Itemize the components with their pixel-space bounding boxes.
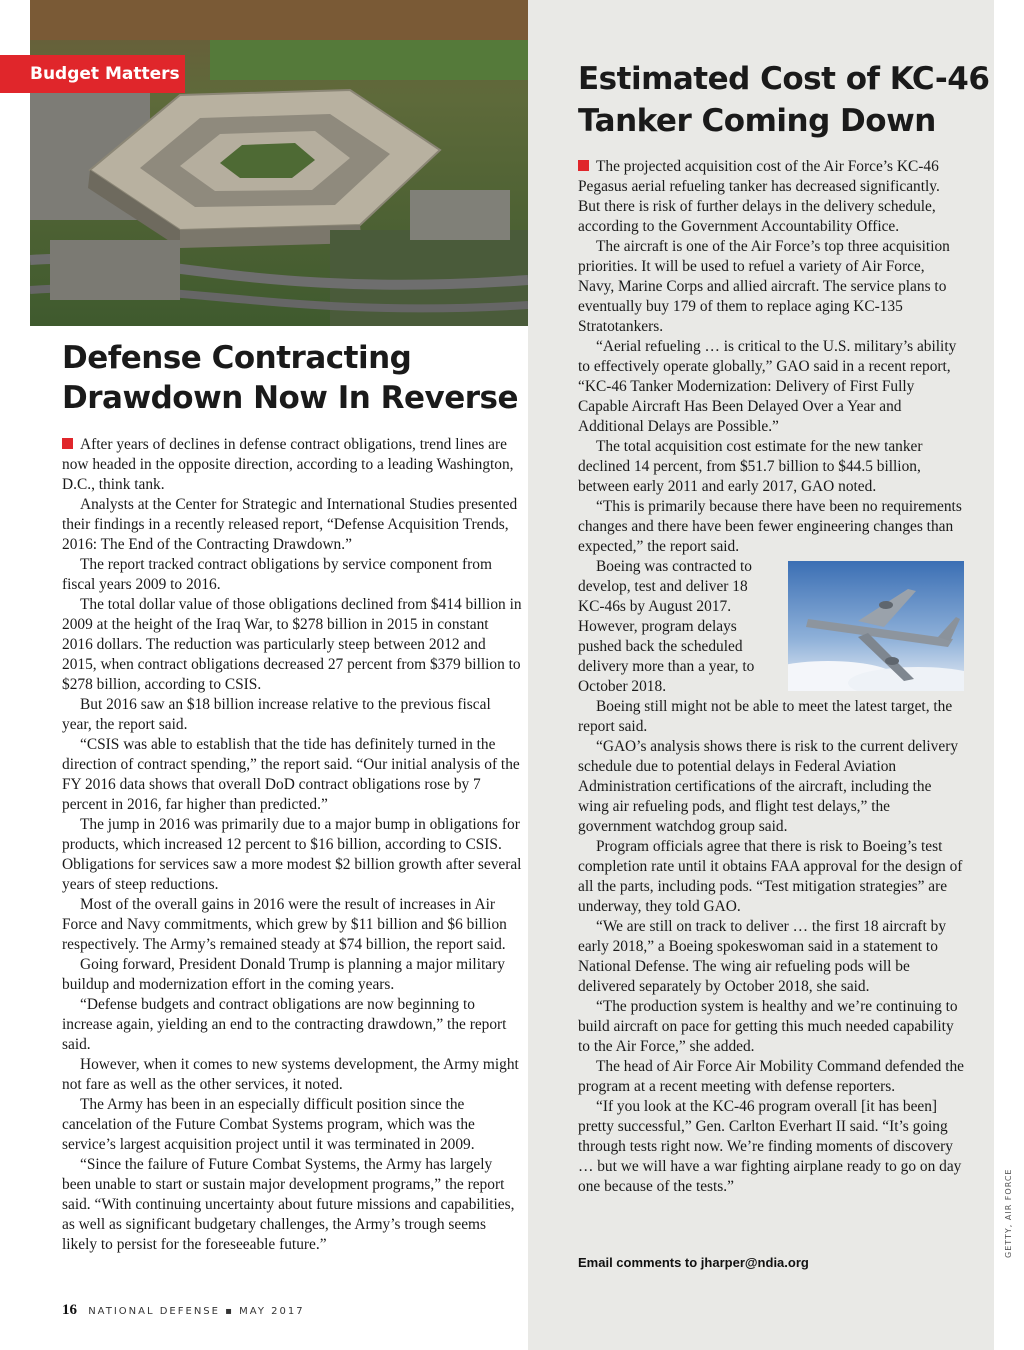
paragraph: “If you look at the KC-46 program overall [it has been] pretty successful,” Gen. Carlton Everhart II said. “It’s going through tests right now. We’re finding moments of discovery … but we will have a war fighting airplane ready to go on day one because of the tests.” [578, 1098, 962, 1195]
paragraph: Program officials agree that there is risk to Boeing’s test completion rate until it obtains FAA approval for the design of all the parts, including pods. “Test mitigation strategies” are underway, they told GAO. [578, 838, 963, 915]
left-headline: Defense Contracting Drawdown Now In Reverse [62, 340, 519, 416]
paragraph-text: After years of declines in defense contract obligations, trend lines are now headed in the opposite direction, according to a leading Washington, D.C., think tank. [62, 436, 514, 493]
paragraph: Most of the overall gains in 2016 were the result of increases in Air Force and Navy commitments, which grew by $11 billion and $6 billion respectively. The Army’s remained steady at $74 billion, the report said. [62, 896, 507, 953]
paragraph: “The production system is healthy and we’re continuing to build aircraft on pace for getting this much needed capability to the Air Force,” she added. [578, 998, 958, 1055]
paragraph: The total acquisition cost estimate for the new tanker declined 14 percent, from $51.7 billion to $44.5 billion, between early 2011 and early 2017, GAO noted. [578, 438, 923, 495]
page-footer [62, 1302, 305, 1319]
paragraph: “Since the failure of Future Combat Systems, the Army has largely been unable to start or sustain major development programs,” the report said. “With continuing uncertainty about future missions and capabilities, as well as significant budgetary challenges, the Army’s trough seems likely to persist for the foreseeable future.” [62, 1156, 515, 1253]
paragraph-text: The projected acquisition cost of the Air Force’s KC-46 Pegasus aerial refueling tanker has decreased significantly. But there is risk of further delays in the delivery schedule, according to the Government Accountability Office. [578, 158, 940, 235]
issue-date: MAY 2017 [239, 1306, 305, 1317]
paragraph: Boeing was contracted to develop, test and deliver 18 KC-46s by August 2017. However, program delays pushed back the scheduled delivery more than a year, to October 2018. [578, 558, 755, 695]
paragraph: The head of Air Force Air Mobility Command defended the program at a recent meeting with defense reporters. [578, 1058, 965, 1095]
right-article-body [578, 157, 964, 1197]
paragraph: However, when it comes to new systems development, the Army might not fare as well as the other services, it noted. [62, 1056, 519, 1093]
paragraph: Going forward, President Donald Trump is planning a major military buildup and modernization effort in the coming years. [62, 956, 505, 993]
right-headline: Estimated Cost of KC-46 Tanker Coming Down [578, 61, 990, 139]
paragraph: “CSIS was able to establish that the tide has definitely turned in the direction of contract spending,” the report said. “Our initial analysis of the FY 2016 data shows that overall DoD contract obligations rose by 7 percent in 2016, far higher than predicted.” [62, 736, 520, 813]
photo-credit: GETTY, AIR FORCE [1004, 1168, 1013, 1258]
bullet-square-icon [578, 160, 589, 171]
paragraph: “Aerial refueling … is critical to the U.S. military’s ability to effectively operate globally,” GAO said in a recent report, “KC-46 Tanker Modernization: Delivery of First Fully Capable Aircraft Has Been Delayed Over a Year and Additional Delays are Possible.” [578, 338, 957, 435]
paragraph: Boeing still might not be able to meet the latest target, the report said. [578, 698, 953, 735]
paragraph: But 2016 saw an $18 billion increase relative to the previous fiscal year, the report said. [62, 696, 491, 733]
paragraph: “GAO’s analysis shows there is risk to the current delivery schedule due to potential delays in Federal Aviation Administration certifications of the aircraft, including the wing air refueling pods, and flight test delays,” the government watchdog group said. [578, 738, 959, 835]
paragraph: Analysts at the Center for Strategic and International Studies presented their findings in a recently released report, “Defense Acquisition Trends, 2016: The End of the Contracting Drawdown.” [62, 496, 518, 553]
paragraph: The Army has been in an especially difficult position since the cancelation of the Future Combat Systems program, which was the service’s largest acquisition project until it was terminated in 2009. [62, 1096, 475, 1153]
paragraph: The report tracked contract obligations by service component from fiscal years 2009 to 2016. [62, 556, 492, 593]
paragraph: The jump in 2016 was primarily due to a major bump in obligations for products, which increased 12 percent to $16 billion, according to CSIS. Obligations for services saw a more modest $2 billion growth after several years of steep reductions. [62, 816, 522, 893]
section-tag: Budget Matters [0, 55, 185, 93]
paragraph: “We are still on track to deliver … the first 18 aircraft by early 2018,” a Boeing spokeswoman said in a statement to National Defense. The wing air refueling pods will be delivered separately by October 2018, she said. [578, 918, 947, 995]
paragraph: “This is primarily because there have been no requirements changes and there have been fewer engineering changes than expected,” the report said. [578, 498, 962, 555]
paragraph [578, 157, 964, 237]
paragraph: The aircraft is one of the Air Force’s top three acquisition priorities. It will be used to refuel a variety of Air Force, Navy, Marine Corps and allied aircraft. The service plans to eventually buy 179 of them to replace aging KC-135 Stratotankers. [578, 238, 950, 335]
publication-name: NATIONAL DEFENSE [88, 1306, 220, 1317]
left-article-body [62, 435, 522, 1255]
paragraph: The total dollar value of those obligations declined from $414 billion in 2009 at the height of the Iraq War, to $278 billion in 2015 in constant 2016 dollars. The reduction was particularly steep between 2012 and 2015, when contract obligations decreased 27 percent from $379 billion to $278 billion, according to CSIS. [62, 596, 522, 693]
pentagon-photo [30, 0, 528, 326]
email-comments-line: Email comments to jharper@ndia.org [578, 1255, 809, 1270]
paragraph [62, 435, 522, 495]
page-number: 16 [62, 1302, 77, 1318]
paragraph: “Defense budgets and contract obligations are now beginning to increase again, yielding an end to the contracting drawdown,” the report said. [62, 996, 507, 1053]
tanker-aircraft-photo [788, 561, 964, 691]
bullet-square-icon [62, 438, 73, 449]
footer-separator-icon: ▪ [225, 1306, 234, 1317]
